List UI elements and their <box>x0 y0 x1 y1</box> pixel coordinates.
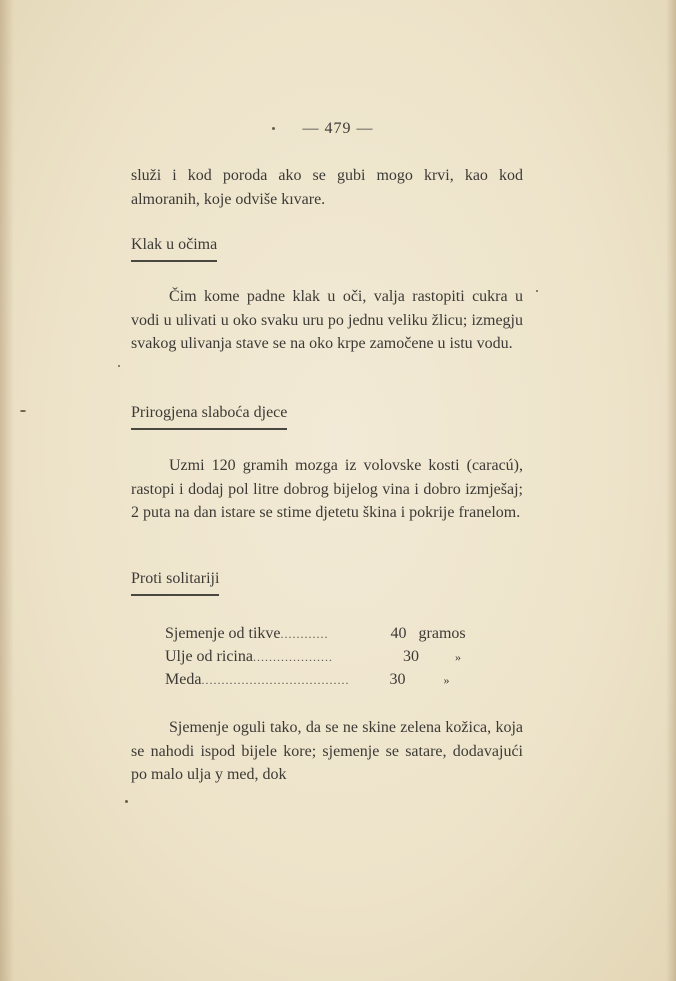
ingredient-unit: » <box>454 650 461 664</box>
paper-speck <box>536 290 538 292</box>
ingredient-name: Meda <box>165 671 202 688</box>
paper-speck <box>125 800 128 803</box>
section-heading-klak: Klak u očima <box>131 234 217 262</box>
ingredient-row <box>165 622 485 645</box>
leader-dots: ............ <box>280 627 329 641</box>
ingredient-unit: gramos <box>418 625 466 642</box>
page-edge-shadow-left <box>0 0 14 981</box>
leader-dots: ..................................... <box>201 673 350 687</box>
ingredient-quantity: 30 <box>389 671 406 688</box>
leader-dots: .................... <box>252 650 333 664</box>
page-number: — 479 — <box>302 120 374 137</box>
paper-speck <box>118 365 120 367</box>
intro-paragraph: služi i kod poroda ako se gubi mogo krvi, kao kod almoranih, koje odviše kıvare. <box>131 167 523 208</box>
ingredient-quantity: 40 <box>390 625 407 642</box>
ingredient-name: Sjemenje od tikve <box>165 625 281 642</box>
paper-speck <box>20 410 26 412</box>
ingredient-unit: » <box>443 673 450 687</box>
section-heading-solitarija: Proti solitariji <box>131 568 219 596</box>
ingredient-list <box>165 622 485 691</box>
paper-speck <box>272 127 275 130</box>
section-text-slaboca: Uzmi 120 gramih mozga iz volovske kosti (caracú), rastopi i dodaj pol litre dobrog bijelog vina i dobro izmješaj; 2 puta na dan istare se stime djetetu škina i pokrije franelom. <box>131 457 523 521</box>
ingredient-row <box>165 668 485 691</box>
page-edge-shadow-right <box>666 0 676 981</box>
section-text-klak: Čim kome padne klak u oči, valja rastopiti cukra u vodi u ulivati u oko svaku uru po jednu veliku žlicu; izmegju svakog ulivanja stave se na oko krpe zamočene u istu vodu. <box>131 288 523 352</box>
ingredient-quantity: 30 <box>402 648 419 665</box>
ingredient-name: Ulje od ricina <box>165 648 253 665</box>
ingredient-row <box>165 645 485 668</box>
section-text-solitarija: Sjemenje oguli tako, da se ne skine zelena kožica, koja se nahodi ispod bijele kore; sjemenje se satare, dodavajući po malo ulja y med, dok <box>131 719 523 783</box>
section-heading-slaboca: Prirogjena slaboća djece <box>131 402 287 430</box>
